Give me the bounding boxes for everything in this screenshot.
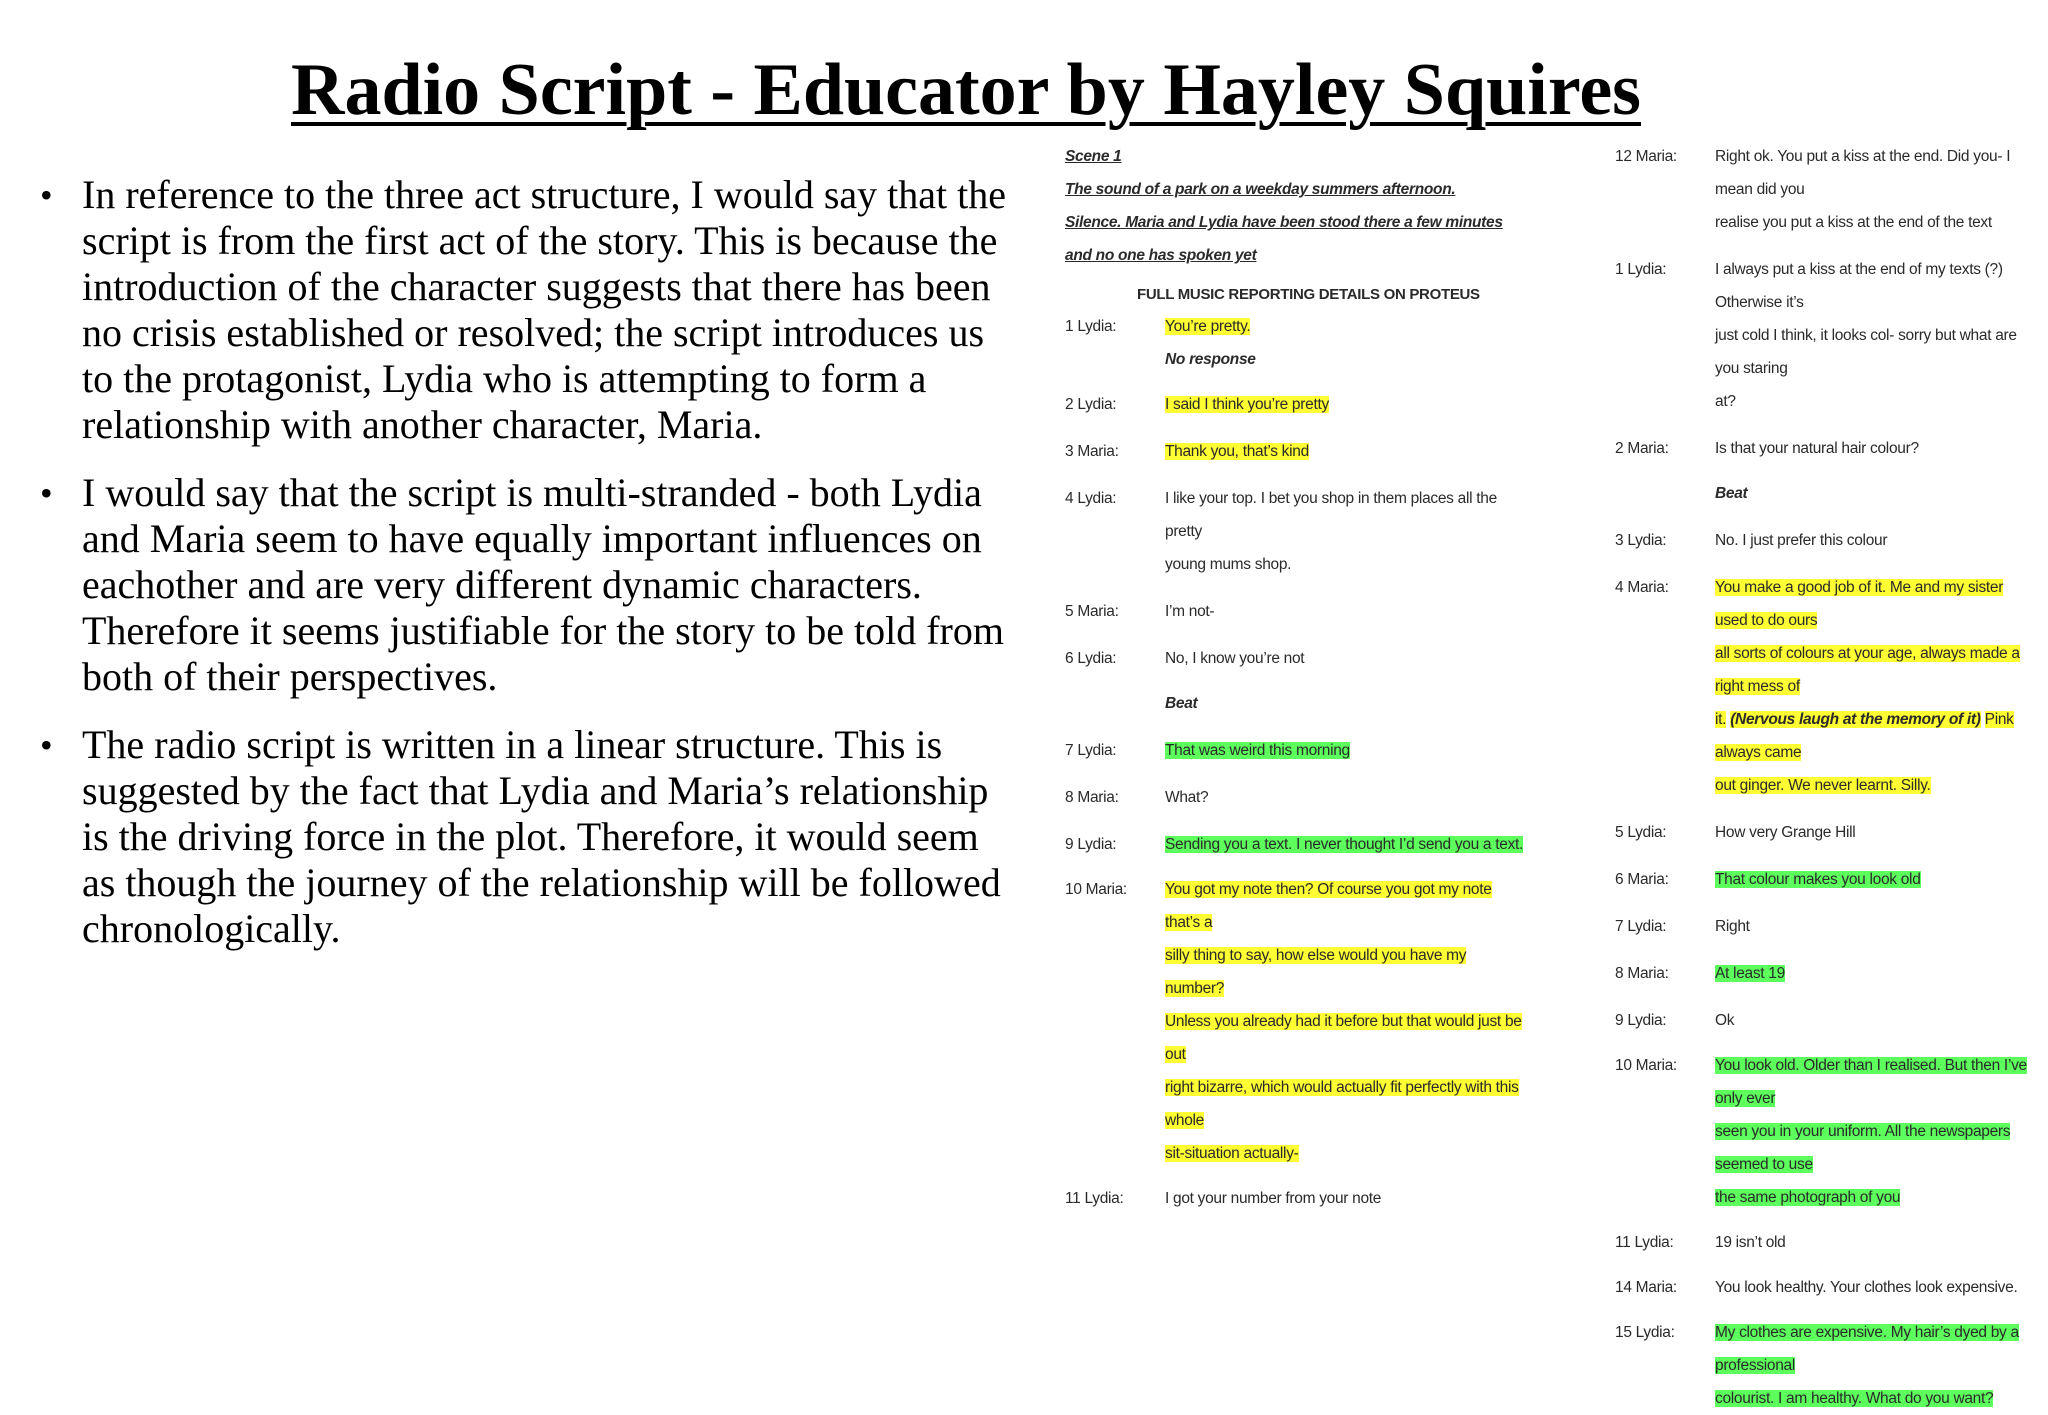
line-text: silly thing to say, how else would you have my number? [1165, 947, 1467, 997]
speaker-label: 14 Maria: [1615, 1279, 1677, 1296]
line-text: Right ok. You put a kiss at the end. Did you- I mean did you [1715, 148, 2011, 198]
line-text: realise you put a kiss at the end of the text [1715, 214, 1992, 231]
line-text: at? [1715, 393, 1736, 410]
speaker-label: 11 Lydia: [1615, 1234, 1674, 1251]
script-line [1065, 482, 1525, 581]
line-text: My clothes are expensive. My hair’s dyed by a professional [1715, 1324, 2019, 1374]
script-line [1065, 595, 1525, 628]
speaker-label: 5 Lydia: [1615, 824, 1667, 841]
bullet-dot-icon: • [40, 175, 53, 215]
bullet-text: I would say that the script is multi-stranded - both Lydia and Maria seem to have equally important influences on eachother and are very different dynamic characters. Therefore it seems justifiable for the story to be told from both of their perspectives. [82, 470, 1004, 699]
line-text: How very Grange Hill [1715, 824, 1856, 841]
speaker-label: 1 Lydia: [1065, 318, 1117, 335]
line-text: sit-situation actually- [1165, 1145, 1299, 1162]
speaker-label: 3 Maria: [1065, 443, 1119, 460]
scene-heading: Scene 1 [1065, 148, 1122, 165]
script-line [1615, 253, 2035, 418]
speaker-label: 12 Maria: [1615, 148, 1677, 165]
line-text: I said I think you’re pretty [1165, 396, 1329, 413]
line-text: You look old. Older than I realised. But then I’ve only ever [1715, 1057, 2027, 1107]
line-text: What? [1165, 789, 1209, 806]
speaker-label: 7 Lydia: [1065, 742, 1117, 759]
line-text: Right [1715, 918, 1750, 935]
script-line [1615, 1271, 2035, 1304]
line-text: You got my note then? Of course you got my note that’s a [1165, 881, 1492, 931]
speaker-label: 5 Maria: [1065, 603, 1119, 620]
line-text: seen you in your uniform. All the newspapers seemed to use [1715, 1123, 2011, 1173]
slide-title: Radio Script - Educator by Hayley Squires [291, 49, 1641, 131]
speaker-label: 4 Lydia: [1065, 490, 1117, 507]
line-text: Thank you, that’s kind [1165, 443, 1309, 460]
line-text: I got your number from your note [1165, 1190, 1382, 1207]
script-line [1615, 1226, 2035, 1259]
script-line [1065, 642, 1525, 675]
line-text: You make a good job of it. Me and my sister used to do ours [1715, 579, 2004, 629]
line-text: I’m not- [1165, 603, 1215, 620]
line-text: At least 19 [1715, 965, 1785, 982]
script-column-right [1615, 140, 2035, 1415]
script-line [1065, 310, 1525, 343]
line-text: just cold I think, it looks col- sorry but what are you staring [1715, 327, 2017, 377]
bullet-text: In reference to the three act structure, I would say that the script is from the first act of the story. This is because the introduction of the character suggests that there has been no crisis established or resolved; the script introduces us to the protagonist, Lydia who is attempting to form a relationship with another character, Maria. [82, 172, 1007, 447]
script-line [1615, 816, 2035, 849]
script-line [1065, 435, 1525, 468]
speaker-label: 1 Lydia: [1615, 261, 1667, 278]
stage-direction: Beat [1165, 695, 1198, 712]
script-line [1615, 140, 2035, 239]
line-text: I like your top. I bet you shop in them places all the pretty [1165, 490, 1497, 540]
line-text: Pink always came [1715, 711, 2014, 761]
stage-direction: No response [1165, 351, 1256, 368]
bullet-item [40, 722, 1022, 952]
line-text: Unless you already had it before but that would just be out [1165, 1013, 1522, 1063]
speaker-label: 7 Lydia: [1615, 918, 1667, 935]
speaker-label: 2 Maria: [1615, 440, 1669, 457]
speaker-label: 10 Maria: [1065, 881, 1127, 898]
line-text: all sorts of colours at your age, always made a right mess of [1715, 645, 2020, 695]
script-line [1615, 524, 2035, 557]
speaker-label: 9 Lydia: [1615, 1012, 1667, 1029]
speaker-label: 6 Lydia: [1065, 650, 1117, 667]
line-text: 19 isn’t old [1715, 1234, 1786, 1251]
line-text: You look healthy. Your clothes look expensive. [1715, 1279, 2018, 1296]
stage-direction: The sound of a park on a weekday summers afternoon. Silence. Maria and Lydia have been stood there a few minutes and no one has spoken yet [1065, 181, 1503, 264]
line-text: Ok [1715, 1012, 1735, 1029]
line-text: it. [1715, 711, 1727, 728]
script-line [1065, 388, 1525, 421]
speaker-label: 8 Maria: [1615, 965, 1669, 982]
line-text: out ginger. We never learnt. Silly. [1715, 777, 1931, 794]
speaker-label: 2 Lydia: [1065, 396, 1117, 413]
speaker-label: 3 Lydia: [1615, 532, 1667, 549]
music-note: FULL MUSIC REPORTING DETAILS ON PROTEUS [1137, 286, 1480, 303]
script-line [1615, 1049, 2035, 1214]
line-text: Sending you a text. I never thought I’d send you a text. [1165, 836, 1524, 853]
line-text: I always put a kiss at the end of my texts (?) Otherwise it’s [1715, 261, 2003, 311]
line-text: colourist. I am healthy. What do you want? [1715, 1390, 1994, 1407]
line-text: You’re pretty. [1165, 318, 1251, 335]
script-line [1615, 1004, 2035, 1037]
line-text: Is that your natural hair colour? [1715, 440, 1919, 457]
script-line [1065, 781, 1525, 814]
bullet-text: The radio script is written in a linear structure. This is suggested by the fact that Lydia and Maria’s relationship is the driving force in the plot. Therefore, it would seem as though the journey of the relationship will be followed chronologically. [82, 722, 1001, 951]
speaker-label: 10 Maria: [1615, 1057, 1677, 1074]
script-line [1615, 957, 2035, 990]
stage-direction: Beat [1715, 485, 1748, 502]
script-line [1065, 1182, 1525, 1215]
speaker-label: 11 Lydia: [1065, 1190, 1124, 1207]
script-line [1065, 873, 1525, 1170]
speaker-label: 6 Maria: [1615, 871, 1669, 888]
speaker-label: 15 Lydia: [1615, 1324, 1675, 1341]
script-line [1065, 828, 1525, 861]
line-text: That was weird this morning [1165, 742, 1350, 759]
script-excerpt-image [1055, 140, 2048, 1407]
script-line [1615, 863, 2035, 896]
line-text: young mums shop. [1165, 556, 1292, 573]
script-column-left [1065, 140, 1525, 1215]
bullet-item [40, 470, 1022, 700]
speaker-label: 4 Maria: [1615, 579, 1669, 596]
line-text: right bizarre, which would actually fit perfectly with this whole [1165, 1079, 1519, 1129]
bullet-item [40, 172, 1022, 448]
script-line [1615, 432, 2035, 465]
speaker-label: 8 Maria: [1065, 789, 1119, 806]
stage-direction: (Nervous laugh at the memory of it) [1730, 711, 1981, 728]
script-line [1615, 1316, 2035, 1415]
script-line [1615, 571, 2035, 802]
line-text: No, I know you’re not [1165, 650, 1305, 667]
script-line [1065, 734, 1525, 767]
line-text: That colour makes you look old [1715, 871, 1921, 888]
speaker-label: 9 Lydia: [1065, 836, 1117, 853]
script-line [1615, 910, 2035, 943]
line-text: the same photograph of you [1715, 1189, 1901, 1206]
line-text: No. I just prefer this colour [1715, 532, 1888, 549]
bullet-dot-icon: • [40, 473, 53, 513]
bullet-dot-icon: • [40, 725, 53, 765]
bullet-list [40, 172, 1022, 974]
